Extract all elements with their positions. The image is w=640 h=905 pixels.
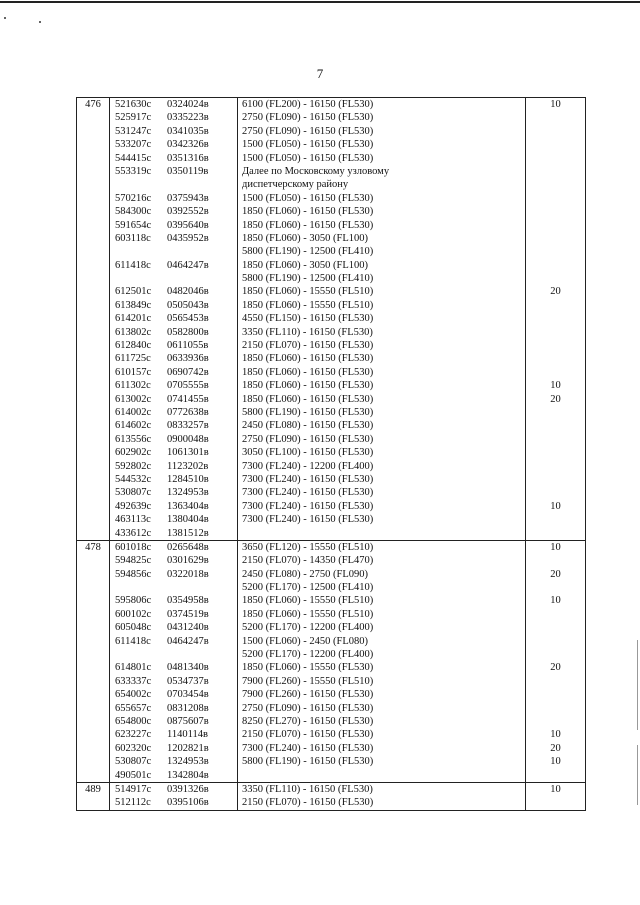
flight-level-range: 8250 (FL270) - 16150 (FL530) [242,715,374,727]
separation-value [526,675,585,688]
flight-level-range: 6100 (FL200) - 16150 (FL530) [242,99,374,110]
waypoint [110,473,237,486]
waypoint-latitude: 605048с [115,622,152,634]
waypoint [110,446,237,459]
separation-value [526,513,585,526]
waypoint-longitude: 0464247в [167,259,209,271]
route-row [77,782,586,810]
flight-level-range: 1850 (FL060) - 15550 (FL510) [242,595,374,607]
flight-level-range: 1850 (FL060) - 3050 (FL100) [242,259,368,271]
waypoint-longitude: 0705555в [167,380,209,392]
separation-value [526,688,585,701]
separation-value [526,769,585,782]
flight-level-range [238,527,525,540]
waypoint-latitude: 613002с [115,393,152,405]
flight-level-range: 1850 (FL060) - 15550 (FL510) [242,299,374,311]
waypoint-longitude: 0875607в [167,715,209,727]
waypoint [110,500,237,513]
separation-value [526,192,585,205]
separation-value [526,796,585,809]
waypoint-latitude: 601018с [115,541,152,553]
waypoint-longitude: 0690742в [167,366,209,378]
scan-edge-mark [637,640,638,730]
waypoint-longitude: 0464247в [167,635,209,647]
waypoint-latitude: 603118с [115,232,151,244]
waypoint [110,178,237,191]
waypoint-longitude: 1324953в [167,487,209,499]
flight-level-range: 7300 (FL240) - 16150 (FL530) [242,487,374,499]
waypoint [110,125,237,138]
separation-value [526,245,585,258]
waypoint-longitude: 0395640в [167,219,209,231]
route-points-cell [110,540,238,782]
waypoint [110,594,237,607]
waypoint-latitude: 553319с [115,165,152,177]
waypoint-latitude: 633337с [115,675,152,687]
flight-level-range: 2150 (FL070) - 16150 (FL530) [242,729,374,741]
flight-level-range: 2750 (FL090) - 16150 (FL530) [242,433,374,445]
waypoint-longitude: 0391326в [167,783,209,795]
separation-value [526,621,585,634]
flight-level-range: 7300 (FL240) - 16150 (FL530) [242,514,374,526]
waypoint-longitude: 0335223в [167,112,209,124]
top-border-line [0,1,640,3]
waypoint [110,192,237,205]
separation-value [526,312,585,325]
route-points-cell [110,782,238,810]
waypoint-longitude: 0354958в [167,595,209,607]
waypoint [110,621,237,634]
waypoint-latitude: 655657с [115,702,152,714]
separation-value [526,419,585,432]
waypoint-longitude: 1140114в [167,729,208,741]
separation-value [526,339,585,352]
flight-level-range: 4550 (FL150) - 16150 (FL530) [242,313,374,325]
separation-value [526,259,585,272]
waypoint [110,366,237,379]
waypoint-latitude: 530807с [115,487,152,499]
waypoint [110,111,237,124]
waypoint [110,568,237,581]
waypoint-latitude: 611418с [115,259,151,271]
waypoint-longitude: 0772638в [167,406,209,418]
waypoint-longitude: 0265648в [167,541,209,553]
route-points-cell [110,98,238,541]
waypoint-latitude: 614201с [115,313,152,325]
flight-level-range: 1850 (FL060) - 15550 (FL510) [242,286,374,298]
waypoint-latitude: 595806с [115,595,152,607]
waypoint-latitude: 612840с [115,340,152,352]
flight-level-range: 1850 (FL060) - 16150 (FL530) [242,219,374,231]
waypoint-longitude: 1202821в [167,742,209,754]
waypoint-longitude: 0741455в [167,393,209,405]
flight-levels-cell [238,782,526,810]
waypoint [110,769,237,782]
flight-level-range: 5800 (FL190) - 16150 (FL530) [242,756,374,768]
flight-level-range: 1500 (FL050) - 16150 (FL530) [242,152,374,164]
separation-cell [526,540,586,782]
waypoint [110,783,237,796]
waypoint-longitude: 0431240в [167,622,209,634]
waypoint-longitude: 0324024в [167,99,209,110]
separation-value: 10 [550,541,561,553]
flight-level-range: Далее по Московскому узловому [242,165,390,177]
waypoint [110,352,237,365]
flight-levels-cell [238,98,526,541]
flight-level-range: 1500 (FL050) - 16150 (FL530) [242,139,374,151]
separation-value [526,527,585,540]
waypoint-longitude: 0703454в [167,689,209,701]
waypoint-latitude: 492639с [115,500,152,512]
waypoint-longitude: 0375943в [167,192,209,204]
separation-value [526,460,585,473]
flight-level-range: 1850 (FL060) - 16150 (FL530) [242,366,374,378]
waypoint [110,675,237,688]
flight-level-range: 5800 (FL190) - 12500 (FL410) [242,273,374,285]
separation-value: 10 [550,99,561,110]
separation-value [526,648,585,661]
separation-value [526,433,585,446]
waypoint [110,259,237,272]
separation-value: 10 [550,783,561,795]
waypoint-longitude: 0395106в [167,797,209,809]
waypoint [110,165,237,178]
waypoint-latitude: 544415с [115,152,152,164]
waypoint-latitude: 512112с [115,797,151,809]
waypoint-latitude: 613556с [115,433,152,445]
waypoint-latitude: 612501с [115,286,152,298]
waypoint [110,648,237,661]
separation-value [526,152,585,165]
separation-value [526,486,585,499]
waypoint-latitude: 490501с [115,769,152,781]
waypoint-longitude: 0301629в [167,555,209,567]
flight-level-range: 1850 (FL060) - 15550 (FL530) [242,662,374,674]
flight-level-range: 2450 (FL080) - 16150 (FL530) [242,420,374,432]
waypoint-longitude: 0582800в [167,326,209,338]
waypoint [110,460,237,473]
flight-level-range: 2150 (FL070) - 16150 (FL530) [242,340,374,352]
flight-level-range: 5200 (FL170) - 12200 (FL400) [242,649,374,661]
separation-value [526,178,585,191]
separation-value [526,326,585,339]
waypoint-latitude: 591654с [115,219,152,231]
flight-level-range: 1500 (FL050) - 16150 (FL530) [242,192,374,204]
separation-value [526,125,585,138]
flight-level-range: 2450 (FL080) - 2750 (FL090) [242,568,368,580]
waypoint-latitude: 531247с [115,125,152,137]
waypoint-longitude: 0565453в [167,313,209,325]
waypoint-latitude: 544532с [115,473,152,485]
flight-level-range: 3650 (FL120) - 15550 (FL510) [242,541,374,553]
separation-value [526,138,585,151]
separation-value [526,608,585,621]
separation-value [526,205,585,218]
flight-level-range: 3050 (FL100) - 16150 (FL530) [242,447,374,459]
waypoint-longitude: 0482046в [167,286,209,298]
waypoint-longitude: 1324953в [167,756,209,768]
waypoint-longitude: 0833257в [167,420,209,432]
separation-value [526,352,585,365]
separation-value: 20 [550,286,561,298]
separation-value [526,366,585,379]
separation-value [526,635,585,648]
waypoint-longitude: 0831208в [167,702,209,714]
waypoint-latitude: 570216с [115,192,152,204]
waypoint [110,98,237,111]
waypoint-longitude: 1284510в [167,473,209,485]
separation-value: 10 [550,500,561,512]
waypoint-longitude: 0633936в [167,353,209,365]
flight-level-range: 1850 (FL060) - 3050 (FL100) [242,232,368,244]
flight-level-range: 1850 (FL060) - 16150 (FL530) [242,206,374,218]
waypoint [110,728,237,741]
separation-value [526,715,585,728]
flight-level-range: 2750 (FL090) - 16150 (FL530) [242,702,374,714]
waypoint-longitude: 0322018в [167,568,209,580]
flight-level-range: 7300 (FL240) - 16150 (FL530) [242,473,374,485]
waypoint-longitude: 0900048в [167,433,209,445]
waypoint [110,581,237,594]
flight-level-range: 5200 (FL170) - 12200 (FL400) [242,622,374,634]
waypoint [110,755,237,768]
waypoint [110,379,237,392]
waypoint-longitude: 0374519в [167,608,209,620]
flight-level-range: 1850 (FL060) - 16150 (FL530) [242,380,374,392]
waypoint [110,661,237,674]
waypoint-longitude: 0505043в [167,299,209,311]
waypoint-latitude: 525917с [115,112,152,124]
waypoint-latitude: 602320с [115,742,152,754]
waypoint [110,339,237,352]
waypoint-latitude: 613802с [115,326,152,338]
separation-value [526,581,585,594]
waypoint [110,299,237,312]
airway-table [76,97,586,811]
waypoint-latitude: 611302с [115,380,151,392]
flight-level-range [238,769,525,782]
separation-value [526,473,585,486]
waypoint [110,152,237,165]
waypoint [110,312,237,325]
waypoint [110,232,237,245]
waypoint-latitude: 594825с [115,555,152,567]
waypoint-latitude: 433612с [115,527,152,539]
flight-level-range: 1850 (FL060) - 16150 (FL530) [242,353,374,365]
waypoint-longitude: 0534737в [167,675,209,687]
route-number: 489 [77,782,110,810]
waypoint-latitude: 602902с [115,447,152,459]
separation-value [526,446,585,459]
flight-level-range: 7300 (FL240) - 16150 (FL530) [242,742,374,754]
waypoint [110,138,237,151]
waypoint-latitude: 614801с [115,662,152,674]
waypoint [110,554,237,567]
flight-level-range: 1850 (FL060) - 16150 (FL530) [242,393,374,405]
waypoint-longitude: 0481340в [167,662,209,674]
waypoint-longitude: 1381512в [167,527,209,539]
waypoint-longitude: 1123202в [167,460,209,472]
waypoint-latitude: 654002с [115,689,152,701]
waypoint [110,219,237,232]
flight-levels-cell [238,540,526,782]
waypoint-latitude: 514917с [115,783,152,795]
waypoint-latitude: 654800с [115,715,152,727]
waypoint-longitude: 1061301в [167,447,209,459]
separation-value: 20 [550,568,561,580]
flight-level-range: 2150 (FL070) - 16150 (FL530) [242,797,374,809]
separation-value [526,111,585,124]
separation-value [526,702,585,715]
scan-speck [4,17,6,19]
waypoint [110,688,237,701]
flight-level-range: 5800 (FL190) - 16150 (FL530) [242,406,374,418]
flight-level-range: 1500 (FL060) - 2450 (FL080) [242,635,368,647]
waypoint [110,406,237,419]
waypoint-longitude: 0350119в [167,165,209,177]
waypoint-latitude: 623227с [115,729,152,741]
waypoint [110,393,237,406]
flight-level-range: 2150 (FL070) - 14350 (FL470) [242,555,374,567]
waypoint [110,527,237,540]
flight-level-range: 2750 (FL090) - 16150 (FL530) [242,125,374,137]
waypoint [110,205,237,218]
waypoint [110,702,237,715]
flight-level-range: 5200 (FL170) - 12500 (FL410) [242,582,374,594]
waypoint [110,742,237,755]
waypoint-longitude: 0342326в [167,139,209,151]
route-number: 478 [77,540,110,782]
separation-value: 10 [550,380,561,392]
waypoint-longitude: 0392552в [167,206,209,218]
waypoint [110,272,237,285]
waypoint [110,635,237,648]
waypoint [110,608,237,621]
waypoint-latitude: 521630с [115,99,152,110]
waypoint-longitude: 1342804в [167,769,209,781]
waypoint-latitude: 533207с [115,139,152,151]
waypoint [110,486,237,499]
waypoint-latitude: 611725с [115,353,151,365]
waypoint [110,715,237,728]
separation-value [526,232,585,245]
waypoint-longitude: 1363404в [167,500,209,512]
route-row [77,98,586,541]
waypoint-latitude: 530807с [115,756,152,768]
waypoint [110,541,237,554]
separation-value [526,554,585,567]
waypoint [110,245,237,258]
flight-level-range: диспетчерскому району [242,179,349,191]
scan-edge-mark [637,745,638,805]
scan-speck [39,21,41,23]
waypoint [110,285,237,298]
waypoint-longitude: 1380404в [167,514,209,526]
separation-value: 20 [550,393,561,405]
waypoint [110,419,237,432]
separation-value [526,406,585,419]
waypoint [110,513,237,526]
separation-value [526,299,585,312]
flight-level-range: 3350 (FL110) - 16150 (FL530) [242,783,373,795]
waypoint-latitude: 610157с [115,366,152,378]
flight-level-range: 7300 (FL240) - 16150 (FL530) [242,500,374,512]
flight-level-range: 7300 (FL240) - 12200 (FL400) [242,460,374,472]
waypoint-latitude: 611418с [115,635,151,647]
flight-level-range: 7900 (FL260) - 15550 (FL510) [242,675,374,687]
flight-level-range: 5800 (FL190) - 12500 (FL410) [242,246,374,258]
airway-table-body [77,98,586,811]
separation-value: 20 [550,742,561,754]
waypoint-latitude: 614002с [115,406,152,418]
waypoint [110,326,237,339]
waypoint-latitude: 613849с [115,299,152,311]
waypoint-latitude: 584300с [115,206,152,218]
route-row [77,540,586,782]
separation-value: 10 [550,595,561,607]
waypoint [110,433,237,446]
route-number: 476 [77,98,110,541]
separation-value: 10 [550,756,561,768]
waypoint-latitude: 600102с [115,608,152,620]
waypoint-longitude: 0435952в [167,232,209,244]
waypoint-longitude: 0351316в [167,152,209,164]
flight-level-range: 3350 (FL110) - 16150 (FL530) [242,326,373,338]
separation-cell [526,98,586,541]
separation-value [526,272,585,285]
waypoint-latitude: 614602с [115,420,152,432]
flight-level-range: 1850 (FL060) - 15550 (FL510) [242,608,374,620]
flight-level-range: 7900 (FL260) - 16150 (FL530) [242,689,374,701]
waypoint-longitude: 0341035в [167,125,209,137]
separation-cell [526,782,586,810]
page-number: 7 [316,66,324,81]
flight-level-range: 2750 (FL090) - 16150 (FL530) [242,112,374,124]
waypoint-latitude: 592802с [115,460,152,472]
waypoint-latitude: 594856с [115,568,152,580]
waypoint-longitude: 0611055в [167,340,209,352]
separation-value [526,165,585,178]
waypoint-latitude: 463113с [115,514,151,526]
separation-value [526,219,585,232]
separation-value: 20 [550,662,561,674]
waypoint [110,796,237,809]
separation-value: 10 [550,729,561,741]
